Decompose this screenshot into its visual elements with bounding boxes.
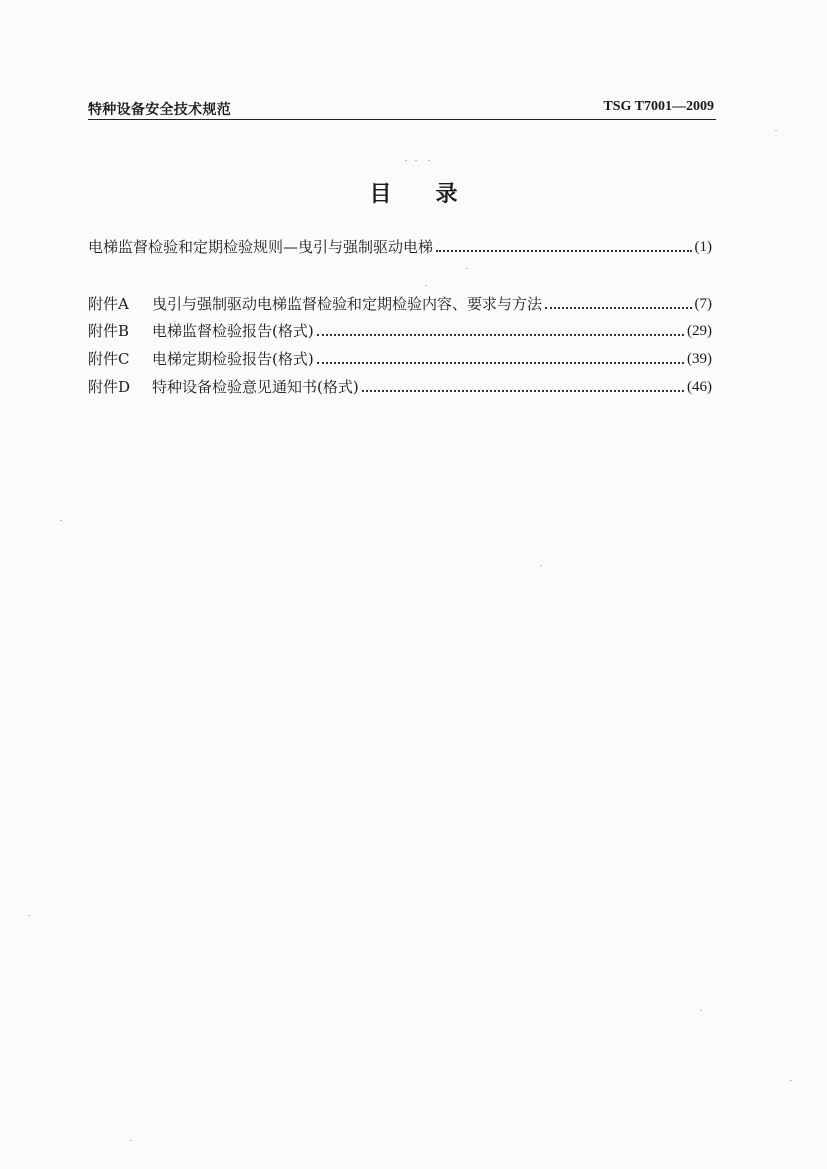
toc-entry-text: 曳引与强制驱动电梯监督检验和定期检验内容、要求与方法 bbox=[152, 295, 543, 313]
toc-page-number: (1) bbox=[694, 239, 712, 255]
scan-speck bbox=[405, 160, 407, 161]
toc-leader-dots bbox=[436, 250, 691, 252]
toc-leader-dots bbox=[317, 362, 684, 364]
header-spec-title: 特种设备安全技术规范 bbox=[88, 102, 231, 118]
toc-entry-main[interactable] bbox=[88, 236, 712, 258]
toc-entry-prefix: 附件D bbox=[88, 378, 131, 396]
scan-speck bbox=[466, 268, 468, 269]
toc-leader-dots bbox=[317, 334, 684, 336]
toc-entry-text: 电梯监督检验和定期检验规则—曳引与强制驱动电梯 bbox=[88, 238, 434, 256]
toc-page-number: (7) bbox=[694, 296, 712, 312]
scan-speck bbox=[28, 915, 30, 916]
scan-speck bbox=[415, 160, 417, 161]
scan-speck bbox=[790, 1080, 792, 1081]
toc-entry-text: 电梯监督检验报告(格式) bbox=[152, 322, 314, 340]
toc-entry-appendix-b[interactable] bbox=[88, 320, 712, 342]
toc-entry-appendix-a[interactable] bbox=[88, 293, 712, 315]
page-header bbox=[88, 97, 716, 120]
scan-speck bbox=[60, 520, 62, 521]
scan-speck bbox=[428, 160, 430, 161]
toc-leader-dots bbox=[545, 307, 691, 309]
header-standard-code: TSG T7001—2009 bbox=[603, 99, 714, 114]
toc-entry-prefix: 附件C bbox=[88, 350, 130, 368]
toc-entry-appendix-c[interactable] bbox=[88, 348, 712, 370]
toc-page-number: (29) bbox=[687, 323, 712, 339]
scan-speck bbox=[425, 285, 427, 286]
scan-speck bbox=[700, 1010, 702, 1011]
toc-entry-appendix-d[interactable] bbox=[88, 376, 712, 398]
scan-speck bbox=[775, 130, 777, 131]
toc-leader-dots bbox=[362, 390, 684, 392]
toc-entry-prefix: 附件B bbox=[88, 322, 130, 340]
scan-speck bbox=[130, 1140, 132, 1141]
toc-entry-text: 特种设备检验意见通知书(格式) bbox=[152, 378, 359, 396]
toc-entry-text: 电梯定期检验报告(格式) bbox=[152, 350, 314, 368]
toc-title: 目录 bbox=[369, 182, 502, 207]
toc-page-number: (46) bbox=[687, 379, 712, 395]
scan-speck bbox=[540, 565, 542, 566]
toc-entry-prefix: 附件A bbox=[88, 295, 129, 313]
toc-page-number: (39) bbox=[687, 351, 712, 367]
